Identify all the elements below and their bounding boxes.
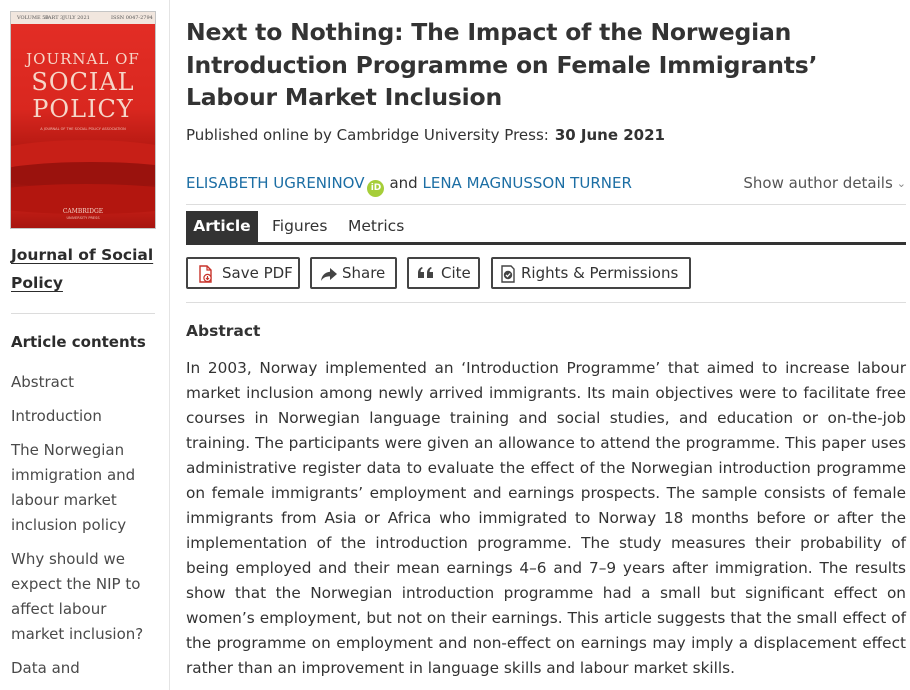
save-pdf-button[interactable]: [186, 257, 300, 289]
toc-item-data[interactable]: Data and: [11, 659, 80, 677]
cover-volume: VOLUME 50: [17, 15, 49, 21]
cover-date: JULY 2021: [63, 15, 90, 21]
quote-icon: [417, 265, 435, 283]
rights-permissions-icon: [499, 265, 517, 283]
save-pdf-label[interactable]: Save PDF: [222, 264, 293, 282]
rights-permissions-button[interactable]: [491, 257, 691, 289]
cover-title-line1: JOURNAL OF: [26, 50, 140, 68]
abstract-heading: Abstract: [186, 322, 261, 340]
orcid-icon[interactable]: iD: [367, 180, 384, 197]
article-tabs: [186, 211, 906, 245]
tab-figures[interactable]: Figures: [272, 217, 328, 235]
journal-cover-image[interactable]: [11, 12, 155, 228]
rights-permissions-label[interactable]: Rights & Permissions: [521, 264, 679, 282]
tab-article[interactable]: Article: [186, 211, 258, 242]
publication-info: [186, 126, 665, 144]
article-title: Next to Nothing: The Impact of the Norwegian Introduction Programme on Female Immigrants’ Labour Market Inclusion: [186, 18, 818, 111]
article-contents-heading: Article contents: [11, 333, 146, 351]
author-link-turner[interactable]: LENA MAGNUSSON TURNER: [422, 174, 632, 192]
sidebar-divider: [11, 313, 155, 314]
journal-link-label[interactable]: Journal of Social Policy: [11, 246, 154, 292]
cover-title-line3: POLICY: [32, 95, 134, 123]
toc-item-abstract[interactable]: Abstract: [11, 373, 74, 391]
cover-publisher-sub: UNIVERSITY PRESS: [66, 216, 100, 220]
divider: [186, 302, 906, 303]
cover-title-line2: SOCIAL: [31, 68, 135, 96]
toc-item-introduction[interactable]: Introduction: [11, 407, 102, 425]
article-actions: [186, 257, 906, 293]
cite-button[interactable]: [407, 257, 480, 289]
cover-issue-band: [11, 12, 155, 24]
tab-metrics[interactable]: Metrics: [348, 217, 405, 235]
sidebar: [0, 0, 170, 690]
published-label: Published online by Cambridge University Press:: [186, 126, 549, 144]
toc-item-norwegian-policy[interactable]: The Norwegian immigration and labour market inclusion policy: [11, 441, 136, 534]
cover-issn: ISSN 0047-2794: [111, 15, 153, 21]
pdf-icon: [196, 265, 214, 283]
author-separator: and: [389, 174, 418, 192]
cover-publisher: CAMBRIDGE: [62, 208, 104, 215]
toc-item-why-nip[interactable]: Why should we expect the NIP to affect labour market inclusion?: [11, 550, 144, 643]
show-author-details-toggle[interactable]: [743, 174, 906, 192]
tab-underline: [186, 242, 906, 245]
author-link-ugreninov[interactable]: ELISABETH UGRENINOV: [186, 174, 365, 192]
divider: [186, 204, 906, 205]
cover-part: PART 3: [45, 15, 64, 21]
chevron-down-icon: ⌄: [896, 177, 906, 190]
show-author-details-label[interactable]: Show author details: [743, 174, 893, 192]
share-button[interactable]: [310, 257, 397, 289]
published-date: 30 June 2021: [554, 126, 665, 144]
author-list: [186, 174, 632, 197]
cite-label[interactable]: Cite: [441, 264, 471, 282]
share-icon: [320, 265, 338, 283]
abstract-text: In 2003, Norway implemented an ‘Introduction Programme’ that aimed to increase labour market inclusion among newly arrived immigrants. Its main objectives were to facilitate free courses in Norwegian language training and social studies, and education or on-the-job training. The participants were given an allowance to attend the programme. This paper uses administrative register data to evaluate the effect of the Norwegian introduction programme on female immigrants’ employment and earnings prospects. The sample consists of female immigrants from Asia or Africa who immigrated to Norway 18 months before or after the implementation of the introduction programme. The study measures their probability of being employed and their mean earnings 4–6 and 7–9 years after immigration. The results show that the Norwegian introduction programme had a small but significant effect on women’s employment, but not on their earnings. This article suggests that the small effect of the programme on employment and non-effect on earnings may imply a displacement effect rather than an improvement in language skills and labour market skills.: [186, 359, 906, 677]
share-label[interactable]: Share: [342, 264, 386, 282]
article-contents-list: [11, 370, 161, 690]
journal-link[interactable]: [11, 241, 161, 297]
cover-subtitle: A JOURNAL OF THE SOCIAL POLICY ASSOCIATION: [40, 127, 126, 131]
